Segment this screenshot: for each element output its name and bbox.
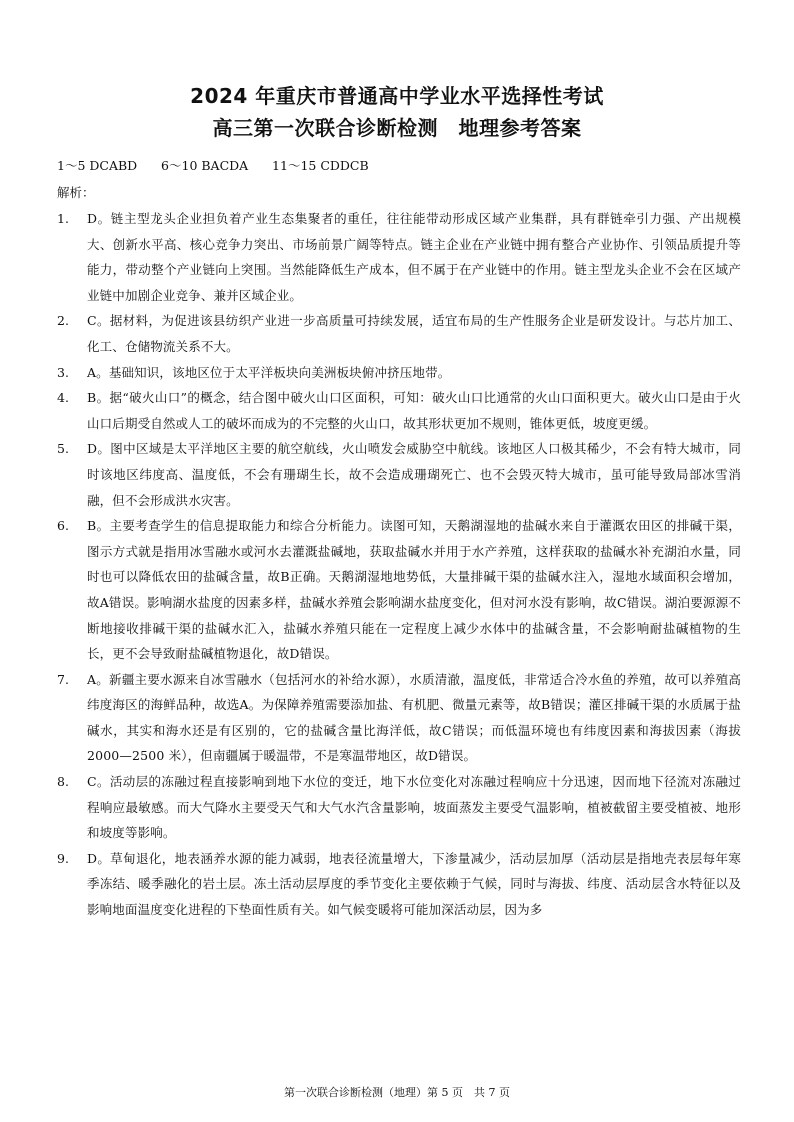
item-number: 1.: [57, 211, 69, 226]
item-number: 9.: [57, 850, 69, 866]
analysis-item: [57, 360, 741, 386]
page-title: 2024 年重庆市普通高中学业水平选择性考试: [190, 84, 604, 108]
analysis-label: 解析：: [57, 185, 95, 200]
item-number: 2.: [57, 313, 69, 329]
item-number: 8.: [57, 774, 69, 790]
item-number: 5.: [57, 441, 69, 457]
item-text: B。主要考查学生的信息提取能力和综合分析能力。读图可知，天鹅湖湿地的盐碱水来自于灌溉农田区的排碱干渠，图示方式就是指用冰雪融水或河水去灌溉盐碱地，获取盐碱水并用于水产养殖，这样获取的盐碱水补充湖泊水量，同时也可以降低农田的盐碱含量，故B正确。天鹅湖湿地地势低，大量排碱干渠的盐碱水注入，湿地水域面积会增加，故A错误。影响湖水盐度的因素多样，盐碱水养殖会影响湖水盐度变化，但对河水没有影响，故C错误。湖泊要源源不断地接收排碱干渠的盐碱水汇入，盐碱水养殖只能在一定程度上减少水体中的盐碱含量，不会影响耐盐碱植物的生长，更不会导致耐盐碱植物退化，故D错误。: [87, 518, 741, 662]
analysis-item: [57, 667, 741, 769]
item-number: 6.: [57, 518, 69, 534]
item-number: 7.: [57, 671, 69, 687]
item-number: 4.: [57, 390, 69, 406]
page-subtitle: 高三第一次联合诊断检测 地理参考答案: [212, 116, 582, 140]
analysis-item: [57, 436, 741, 513]
analysis-item: [57, 206, 741, 308]
item-text: A。基础知识，该地区位于太平洋板块向美洲板块俯冲挤压地带。: [87, 364, 451, 380]
analysis-item: [57, 385, 741, 436]
item-text: D。链主型龙头企业担负着产业生态集聚者的重任，往往能带动形成区域产业集群，具有群链牵引力强、产出规模大、创新水平高、核心竞争力突出、市场前景广阔等特点。链主企业在产业链中拥有整合产业协作、引领品质提升等能力，带动整个产业链向上突围。当然能降低生产成本，但不属于在产业链中的作用。链主型龙头企业不会在区域产业链中加剧企业竞争、兼并区域企业。: [87, 211, 741, 303]
analysis-list: [57, 206, 741, 923]
answer-key: 1～5 DCABD 6～10 BACDA 11～15 CDDCB: [57, 158, 369, 173]
analysis-item: [57, 846, 741, 923]
item-text: D。草甸退化，地表涵养水源的能力减弱，地表径流量增大，下渗量减少，活动层加厚（活动层是指地壳表层每年寒季冻结、暖季融化的岩土层。冻土活动层厚度的季节变化主要依赖于气候，同时与海拔、纬度、活动层含水特征以及影响地面温度变化进程的下垫面性质有关。如气候变暖将可能加深活动层，因为多: [87, 850, 741, 918]
item-number: 3.: [57, 364, 69, 380]
analysis-item: [57, 308, 741, 359]
item-text: A。新疆主要水源来自冰雪融水（包括河水的补给水源），水质清澈，温度低，非常适合冷水鱼的养殖，故可以养殖高纬度海区的海鲜品种，故选A。为保障养殖需要添加盐、有机肥、微量元素等，故B错误；灌区排碱干渠的水质属于盐碱水，其实和海水还是有区别的，它的盐碱含量比海洋低，故C错误；而低温环境也有纬度因素和海拔因素（海拔 2000—2500 米），但南疆属于暖温带，不是寒温带地区，故D错误。: [87, 671, 741, 764]
item-text: D。图中区域是太平洋地区主要的航空航线，火山喷发会威胁空中航线。该地区人口极其稀少，不会有特大城市，同时该地区纬度高、温度低，不会有珊瑚生长，故不会造成珊瑚死亡、也不会毁灭特大城市，虽可能导致局部冰雪消融，但不会形成洪水灾害。: [87, 441, 741, 508]
item-text: C。据材料，为促进该县纺织产业进一步高质量可持续发展，适宜布局的生产性服务企业是研发设计。与芯片加工、化工、仓储物流关系不大。: [87, 313, 741, 354]
analysis-item: [57, 769, 741, 846]
page-footer: 第一次联合诊断检测（地理）第 5 页 共 7 页: [284, 1086, 510, 1099]
item-text: B。据“破火山口”的概念，结合图中破火山口区面积，可知：破火山口比通常的火山口面积更大。破火山口是由于火山口后期受自然或人工的破坏而成为的不完整的火山口，故其形状更加不规则，锥体更低，坡度更缓。: [87, 390, 741, 431]
item-text: C。活动层的冻融过程直接影响到地下水位的变迁，地下水位变化对冻融过程响应十分迅速，因而地下径流对冻融过程响应最敏感。而大气降水主要受天气和大气水汽含量影响，坡面蒸发主要受气温影响，植被截留主要受植被、地形和坡度等影响。: [87, 774, 741, 841]
analysis-item: [57, 513, 741, 667]
